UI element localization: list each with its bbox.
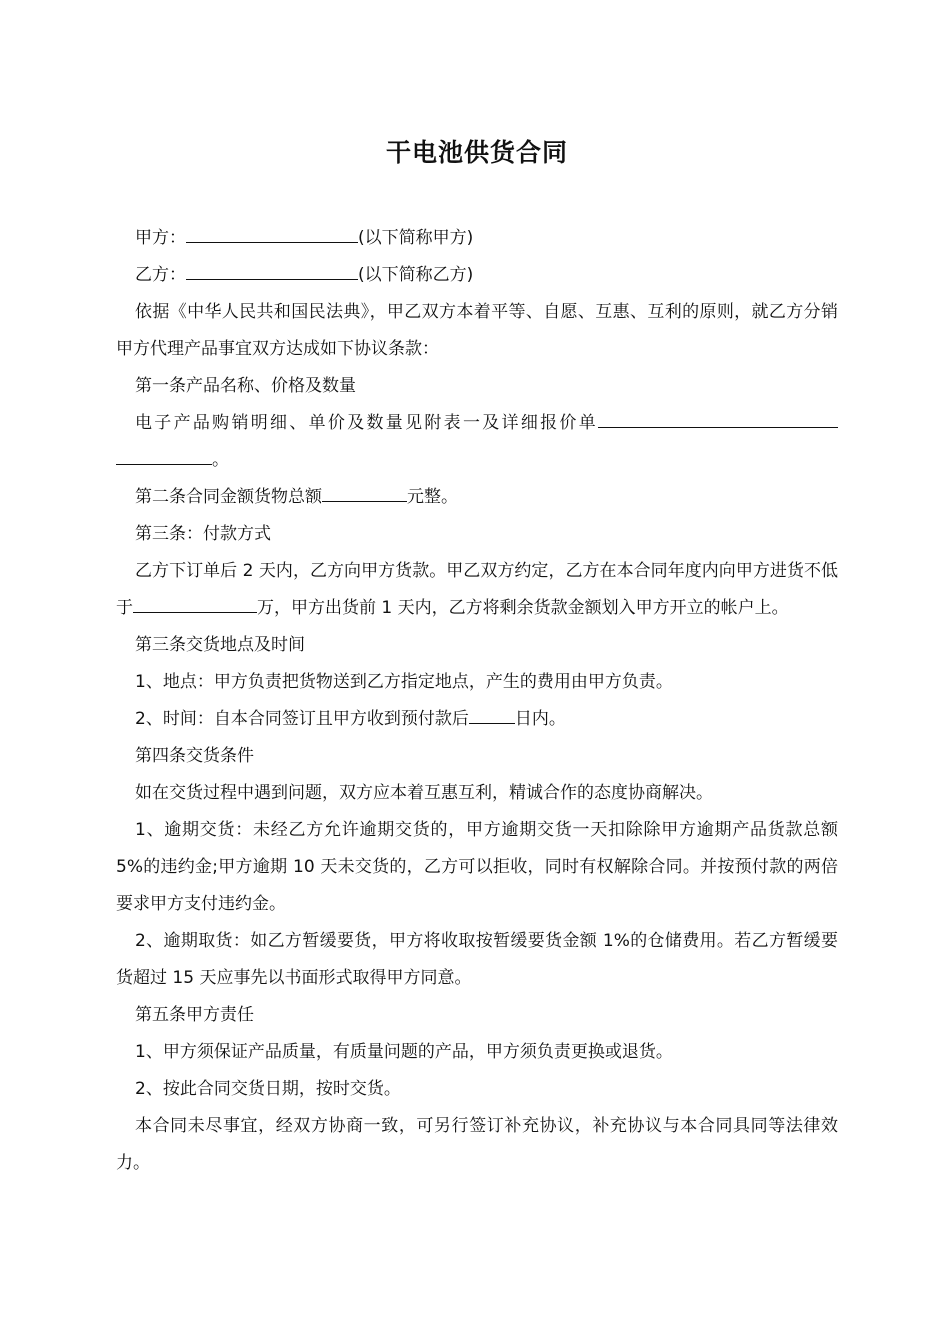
article-5-item-2: 2、按此合同交货日期，按时交货。 xyxy=(135,1079,401,1099)
minimum-purchase-blank xyxy=(133,590,257,613)
article-3-part-2: 万，甲方出货前 1 天内，乙方将剩余货款金额划入甲方开立的帐户上。 xyxy=(257,598,789,618)
total-amount-blank xyxy=(322,479,407,502)
party-b-label: 乙方： xyxy=(135,265,186,285)
article-3b-item-2-prefix: 2、时间：自本合同签订且甲方收到预付款后 xyxy=(135,709,469,729)
party-a-line xyxy=(116,220,838,257)
article-1-heading: 第一条产品名称、价格及数量 xyxy=(135,376,356,396)
article-3b-item-2-suffix: 日内。 xyxy=(514,709,566,729)
party-b-blank xyxy=(186,257,358,280)
article-4-item-1: 1、逾期交货：未经乙方允许逾期交货的，甲方逾期交货一天扣除除甲方逾期产品货款总额 5%的违约金;甲方逾期 10 天未交货的，乙方可以拒收，同时有权解除合同。并按预付款的两倍要求甲方支付违约金。 xyxy=(116,820,838,914)
party-a-label: 甲方： xyxy=(135,228,186,248)
article-4-intro: 如在交货过程中遇到问题，双方应本着互惠互利，精诚合作的态度协商解决。 xyxy=(135,783,713,803)
party-b-line xyxy=(116,257,838,294)
article-1-text xyxy=(116,405,838,479)
article-1-end: 。 xyxy=(212,450,229,470)
quote-number-blank-1 xyxy=(598,405,838,428)
article-3-text xyxy=(116,553,838,627)
quote-number-blank-2 xyxy=(116,442,212,465)
article-2-prefix: 第二条合同金额货物总额 xyxy=(135,487,322,507)
article-3-heading: 第三条：付款方式 xyxy=(135,524,271,544)
party-a-suffix: (以下简称甲方) xyxy=(358,228,474,248)
article-3b-item-2 xyxy=(116,701,838,738)
closing-paragraph: 本合同未尽事宜，经双方协商一致，可另行签订补充协议，补充协议与本合同具同等法律效力。 xyxy=(116,1116,838,1173)
article-3-part-1: 乙方下订单后 2 天内，乙方向甲方货款。甲乙双方约定，乙方在本合同年度内向甲方进货不低于 xyxy=(116,561,838,618)
party-b-suffix: (以下简称乙方) xyxy=(358,265,474,285)
article-5-heading: 第五条甲方责任 xyxy=(135,1005,254,1025)
article-3b-item-1: 1、地点：甲方负责把货物送到乙方指定地点，产生的费用由甲方负责。 xyxy=(135,672,673,692)
party-a-blank xyxy=(186,220,358,243)
contract-body xyxy=(116,220,838,1182)
article-4-item-2: 2、逾期取货：如乙方暂缓要货，甲方将收取按暂缓要货金额 1%的仓储费用。若乙方暂缓要货超过 15 天应事先以书面形式取得甲方同意。 xyxy=(116,931,838,988)
article-3b-heading: 第三条交货地点及时间 xyxy=(135,635,305,655)
preamble-paragraph: 依据《中华人民共和国民法典》，甲乙双方本着平等、自愿、互惠、互利的原则，就乙方分销甲方代理产品事宜双方达成如下协议条款： xyxy=(116,302,838,359)
article-1-body: 电子产品购销明细、单价及数量见附表一及详细报价单 xyxy=(135,413,598,433)
document-title: 干电池供货合同 xyxy=(385,138,568,167)
article-2-text xyxy=(116,479,838,516)
article-5-item-1: 1、甲方须保证产品质量，有质量问题的产品，甲方须负责更换或退货。 xyxy=(135,1042,673,1062)
delivery-days-blank xyxy=(469,701,515,724)
article-2-suffix: 元整。 xyxy=(407,487,458,507)
article-4-heading: 第四条交货条件 xyxy=(135,746,254,766)
